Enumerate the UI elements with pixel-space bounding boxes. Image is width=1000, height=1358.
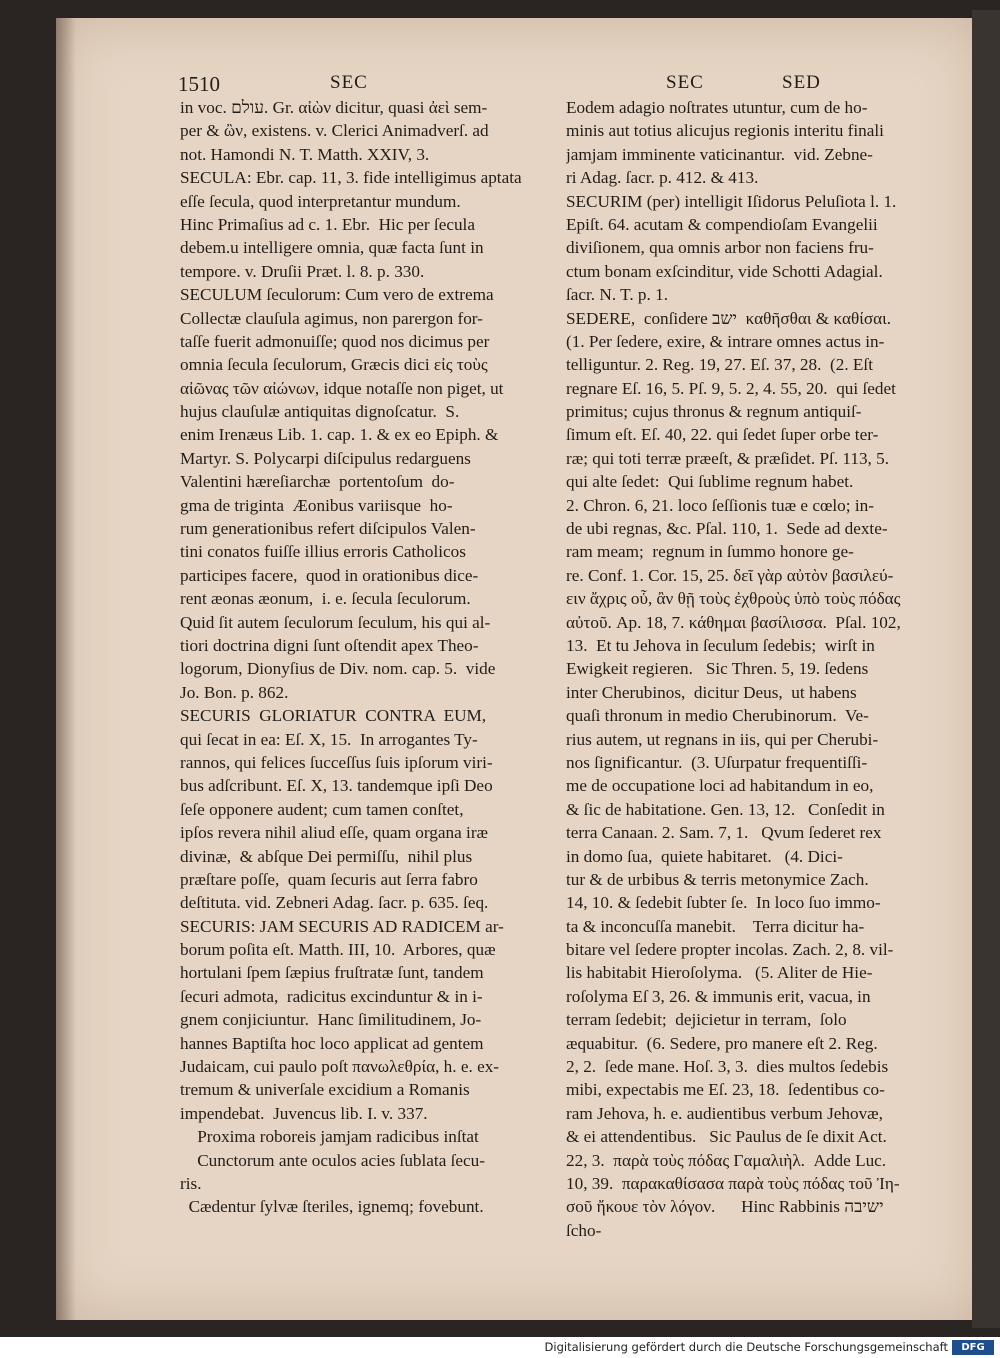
- text-line: omnia ſecula ſeculorum, Græcis dici εἰς τοὺς: [180, 355, 488, 375]
- text-line: minis aut totius alicujus regionis interitu finali: [566, 121, 884, 141]
- text-line: ſecuri admota, radicitus excinduntur & in i-: [180, 986, 483, 1006]
- right-text-column: [566, 96, 946, 1242]
- text-line: Cædentur ſylvæ ſteriles, ignemq; fovebunt.: [180, 1197, 484, 1217]
- text-line: taſſe fuerit admonuiſſe; quod nos dicimus per: [180, 331, 490, 351]
- text-line: SECURIM (per) intelligit Iſidorus Peluſiota l. 1.: [566, 191, 897, 211]
- text-line: impendebat. Juvencus lib. I. v. 337.: [180, 1103, 428, 1123]
- text-line: debem.u intelligere omnia, quæ facta ſunt in: [180, 238, 484, 258]
- text-line: ris.: [180, 1173, 202, 1193]
- left-text-column: [180, 96, 556, 1219]
- running-head-left: SEC: [330, 72, 368, 93]
- text-line: borum poſita eſt. Matth. III, 10. Arbores, quæ: [180, 940, 496, 960]
- text-line: bitare vel ſedere propter incolas. Zach. 2, 8. vil-: [566, 940, 894, 960]
- text-line: Jo. Bon. p. 862.: [180, 682, 289, 702]
- text-line: 2. Chron. 6, 21. loco ſeſſionis tuæ e cœlo; in-: [566, 495, 874, 515]
- text-line: gma de triginta Æonibus variisque ho-: [180, 495, 453, 515]
- text-line: in domo ſua, quiete habitaret. (4. Dici-: [566, 846, 843, 866]
- text-line: ram Jehova, h. e. audientibus verbum Jehovæ,: [566, 1103, 883, 1123]
- text-line: αἰῶνας τῶν αἰώνων, idque notaſſe non piget, ut: [180, 378, 504, 398]
- text-line: Judaicam, cui paulo poſt πανωλεθρία, h. e. ex-: [180, 1057, 500, 1077]
- footer-credit: Digitalisierung gefördert durch die Deutsche Forschungsgemeinschaft: [544, 1340, 948, 1354]
- text-line: 2, 2. ſede mane. Hoſ. 3, 3. dies multos ſedebis: [566, 1057, 889, 1077]
- text-line: SEDERE, conſidere ישב καθῆσθαι & καθίσαι.: [566, 308, 892, 328]
- text-line: SECULUM ſeculorum: Cum vero de extrema: [180, 285, 494, 305]
- text-line: præſtare poſſe, quam ſecuris aut ſerra fabro: [180, 869, 478, 889]
- text-line: ctum bonam exſcinditur, vide Schotti Adagial.: [566, 261, 883, 281]
- running-head-right-2: SED: [782, 72, 821, 93]
- text-line: not. Hamondi N. T. Matth. XXIV, 3.: [180, 144, 430, 164]
- text-line: & ſic de habitatione. Gen. 13, 12. Conſedit in: [566, 799, 885, 819]
- text-line: ram meam; regnum in ſummo honore ge-: [566, 542, 854, 562]
- text-line: 10, 39. παρακαθίσασα παρὰ τοὺς πόδας τοῦ Ἰη-: [566, 1173, 900, 1193]
- text-line: rum generationibus refert diſcipulos Valen-: [180, 519, 476, 539]
- text-line: Epiſt. 64. acutam & compendioſam Evangelii: [566, 214, 878, 234]
- text-line: bus adſcribunt. Eſ. X, 13. tandemque ipſi Deo: [180, 776, 493, 796]
- text-line: Hinc Primaſius ad c. 1. Ebr. Hic per ſecula: [180, 214, 475, 234]
- text-line: diviſionem, qua omnis arbor non faciens fru-: [566, 238, 874, 258]
- text-line: participes facere, quod in orationibus dice-: [180, 565, 479, 585]
- text-line: αὐτοῦ. Ap. 18, 7. κάθημαι βασίλισσα. Pſal. 102,: [566, 612, 901, 632]
- text-line: SECURIS GLORIATUR CONTRA EUM,: [180, 706, 487, 726]
- page-number: 1510: [178, 72, 220, 96]
- text-line: rannos, qui felices ſucceſſus ſuis ipſorum viri-: [180, 752, 493, 772]
- text-line: tiori doctrina digni ſunt oſtendit apex Theo-: [180, 635, 479, 655]
- text-line: ræ; qui toti terræ præeſt, & præſidet. Pſ. 113, 5.: [566, 448, 890, 468]
- running-head-right-1: SEC: [666, 72, 704, 93]
- text-line: Cunctorum ante oculos acies ſublata ſecu-: [180, 1150, 485, 1170]
- text-line: æquabitur. (6. Sedere, pro manere eſt 2. Reg.: [566, 1033, 878, 1053]
- text-line: regnare Eſ. 16, 5. Pſ. 9, 5. 2, 4. 55, 20. qui ſedet: [566, 378, 896, 398]
- text-line: qui ſecat in ea: Eſ. X, 15. In arrogantes Ty-: [180, 729, 478, 749]
- text-line: Ewigkeit regieren. Sic Thren. 5, 19. ſedens: [566, 659, 869, 679]
- text-line: eſſe ſecula, quod interpretantur mundum.: [180, 191, 461, 211]
- text-line: inter Cherubinos, dicitur Deus, ut habens: [566, 682, 857, 702]
- text-line: 14, 10. & ſedebit ſubter ſe. In loco ſuo immo-: [566, 893, 881, 913]
- text-line: ipſos revera nihil aliud eſſe, quam organa iræ: [180, 823, 489, 843]
- text-line: ſacr. N. T. p. 1.: [566, 285, 668, 305]
- page-edge: [972, 10, 1000, 1328]
- text-line: terra Canaan. 2. Sam. 7, 1. Qvum ſederet rex: [566, 823, 882, 843]
- text-line: 13. Et tu Jehova in ſeculum ſedebis; wirſt in: [566, 635, 875, 655]
- text-line: logorum, Dionyſius de Div. nom. cap. 5. vide: [180, 659, 496, 679]
- text-line: tini conatos fuiſſe illius erroris Catholicos: [180, 542, 466, 562]
- text-line: ta & inconcuſſa manebit. Terra dicitur ha-: [566, 916, 865, 936]
- text-line: (1. Per ſedere, exire, & intrare omnes actus in-: [566, 331, 885, 351]
- text-line: tur & de urbibus & terris metonymice Zach.: [566, 869, 869, 889]
- text-line: Quid ſit autem ſeculorum ſeculum, his qui al-: [180, 612, 491, 632]
- text-line: SECURIS: JAM SECURIS AD RADICEM ar-: [180, 916, 504, 936]
- text-line: hortulani ſpem ſæpius fruſtratæ ſunt, tandem: [180, 963, 484, 983]
- text-line: & ei attendentibus. Sic Paulus de ſe dixit Act.: [566, 1127, 887, 1147]
- text-line: re. Conf. 1. Cor. 15, 25. δεῖ γὰρ αὐτὸν βασιλεύ-: [566, 565, 894, 585]
- text-line: primitus; cujus thronus & regnum antiquiſ-: [566, 402, 862, 422]
- text-line: hannes Baptiſta hoc loco applicat ad gentem: [180, 1033, 484, 1053]
- text-line: qui alte ſedet: Qui ſublime regnum habet.: [566, 472, 854, 492]
- text-line: 22, 3. παρὰ τοὺς πόδας Γαμαλιὴλ. Adde Luc.: [566, 1150, 887, 1170]
- text-line: telliguntur. 2. Reg. 19, 27. Eſ. 37, 28. (2. Eſt: [566, 355, 873, 375]
- text-line: σοῦ ἤκουε τὸν λόγον. Hinc Rabbinis ישיבה: [566, 1197, 884, 1217]
- text-line: terram ſedebit; dejicietur in terram, ſolo: [566, 1010, 847, 1030]
- text-line: nos ſignificantur. (3. Uſurpatur frequentiſſi-: [566, 752, 868, 772]
- text-line: Proxima roboreis jamjam radicibus inſtat: [180, 1127, 479, 1147]
- text-line: deſtituta. vid. Zebneri Adag. ſacr. p. 635. ſeq.: [180, 893, 489, 913]
- text-line: enim Irenæus Lib. 1. cap. 1. & ex eo Epiph. &: [180, 425, 499, 445]
- text-line: rius autem, ut regnans in iis, qui per Cherubi-: [566, 729, 879, 749]
- text-line: tremum & univerſale excidium a Romanis: [180, 1080, 470, 1100]
- text-line: ſimum eſt. Eſ. 40, 22. qui ſedet ſuper orbe ter-: [566, 425, 879, 445]
- text-line: hujus clauſulæ antiquitas dignoſcatur. S.: [180, 402, 460, 422]
- text-line: Collectæ clauſula agimus, non parergon for-: [180, 308, 483, 328]
- text-line: divinæ, & abſque Dei permiſſu, nihil plus: [180, 846, 473, 866]
- text-line: tempore. v. Druſii Præt. l. 8. p. 330.: [180, 261, 425, 281]
- text-line: lis habitabit Hieroſolyma. (5. Aliter de Hie-: [566, 963, 873, 983]
- text-line: in voc. עולם. Gr. αἰὼν dicitur, quasi ἀεὶ sem-: [180, 98, 488, 117]
- digitization-footer: [0, 1337, 1000, 1358]
- text-line: quaſi thronum in medio Cherubinorum. Ve-: [566, 706, 869, 726]
- text-line: me de occupatione loci ad habitandum in eo,: [566, 776, 874, 796]
- text-line: per & ὢν, existens. v. Clerici Animadverſ. ad: [180, 121, 489, 141]
- text-line: mibi, expectabis me Eſ. 23, 18. ſedentibus co-: [566, 1080, 885, 1100]
- dfg-logo: DFG: [952, 1340, 994, 1355]
- text-line: Eodem adagio noſtrates utuntur, cum de ho-: [566, 98, 868, 117]
- text-line: gnem conjiciuntur. Hanc ſimilitudinem, Jo-: [180, 1010, 482, 1030]
- text-line: rent æonas æonum, i. e. ſecula ſeculorum.: [180, 589, 471, 609]
- text-line: jamjam imminente vaticinantur. vid. Zebne-: [566, 144, 873, 164]
- text-line: ειν ἄχρις οὗ, ἂν θῇ τοὺς ἐχθροὺς ὑπὸ τοὺς πόδας: [566, 589, 901, 609]
- text-line: de ubi regnas, &c. Pſal. 110, 1. Sede ad dexte-: [566, 519, 888, 539]
- text-line: SECULA: Ebr. cap. 11, 3. fide intelligimus aptata: [180, 168, 522, 188]
- text-line: Martyr. S. Polycarpi diſcipulus redarguens: [180, 448, 471, 468]
- text-line: ſcho-: [566, 1220, 602, 1240]
- text-line: ſeſe opponere audent; cum tamen conſtet,: [180, 799, 464, 819]
- text-line: Valentini hæreſiarchæ portentoſum do-: [180, 472, 455, 492]
- page-gutter-shadow: [56, 18, 76, 1320]
- text-line: ri Adag. ſacr. p. 412. & 413.: [566, 168, 759, 188]
- text-line: roſolyma Eſ 3, 26. & immunis erit, vacua, in: [566, 986, 871, 1006]
